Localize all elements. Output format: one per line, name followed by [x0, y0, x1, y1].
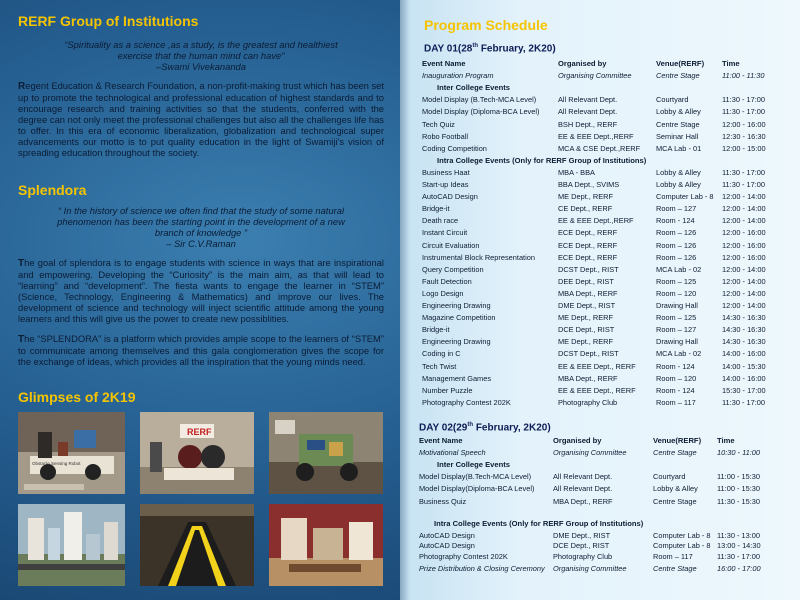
time-cell: 11:30 - 15:30: [717, 496, 761, 506]
event-name-cell: AutoCAD Design: [422, 192, 478, 202]
organiser-cell: MBA Dept., RERF: [558, 373, 618, 383]
event-name-cell: Instrumental Block Representation: [422, 252, 535, 262]
splendora-text: he “SPLENDORA” is a platform which provides ample scope to the learners of “STEM” to communicate among themselves and this gala conglomeration gives the scope for the exchange of ideas, which provides all the inspiration that the young minds need.: [18, 333, 384, 367]
organiser-cell: DCST Dept., RIST: [558, 349, 619, 359]
organiser-cell: Photography Club: [553, 551, 613, 561]
venue-cell: Computer Lab - 8: [653, 541, 711, 551]
event-name-cell: Bridge-it: [422, 204, 450, 214]
time-cell: 11:30 - 17:00: [717, 551, 761, 561]
time-cell: 10:30 - 11:00: [717, 448, 761, 458]
photo-rerf-robots: [140, 412, 254, 494]
table-row: [419, 447, 779, 459]
time-cell: 11:30 - 17:00: [722, 95, 766, 105]
organiser-cell: DME Dept., RIST: [553, 530, 611, 540]
event-name-cell: Model Display (B.Tech-MCA Level): [422, 95, 537, 105]
photo-gallery: [18, 412, 384, 586]
organiser-cell: BSH Dept., RERF: [558, 119, 618, 129]
table-row: [422, 361, 782, 373]
day2-heading-text: DAY 02(29: [419, 422, 468, 434]
organiser-cell: Organising Committee: [558, 71, 632, 81]
time-cell: 12:00 - 14:00: [722, 288, 766, 298]
venue-cell: Room – 125: [656, 313, 697, 323]
organiser-cell: DCE Dept., RIST: [558, 325, 615, 335]
raman-quote: [18, 205, 384, 249]
organiser-cell: Organising Committee: [553, 564, 627, 574]
time-cell: 14:00 - 15:30: [722, 361, 766, 371]
quote-line: branch of knowledge ”: [154, 227, 248, 238]
venue-cell: Courtyard: [653, 472, 686, 482]
event-name-cell: AutoCAD Design: [419, 530, 475, 540]
table-row: [422, 227, 782, 239]
organiser-cell: MBA Dept., RERF: [558, 288, 618, 298]
organiser-cell: BBA Dept., SVIMS: [558, 180, 620, 189]
day1-heading: [424, 43, 556, 54]
venue-cell: MCA Lab - 02: [656, 349, 702, 359]
venue-cell: Drawing Hall: [656, 301, 698, 310]
drop-cap: T: [18, 334, 25, 345]
event-name-cell: Death race: [422, 216, 459, 226]
quote-line: “Spirituality as a science ,as a study, is the greatest and healthiest: [64, 39, 338, 50]
event-name-cell: Number Puzzle: [422, 385, 473, 395]
event-name-cell: Bridge-it: [422, 325, 450, 335]
event-name-cell: AutoCAD Design: [419, 541, 475, 551]
venue-cell: Room – 120: [656, 373, 697, 383]
venue-cell: MCA Lab - 01: [656, 143, 702, 153]
event-name-cell: Model Display(B.Tech-MCA Level): [419, 472, 532, 482]
organiser-cell: ME Dept., RERF: [558, 192, 614, 202]
venue-cell: Room - 124: [656, 361, 695, 371]
event-name-cell: Fault Detection: [422, 276, 472, 286]
event-name-cell: Circuit Evaluation: [422, 240, 480, 250]
organiser-cell: ECE Dept., RERF: [558, 228, 618, 238]
photo-obstacle-robot: [18, 412, 125, 494]
event-name-cell: Prize Distribution & Closing Ceremony: [419, 564, 545, 574]
time-cell: 12:00 - 14:00: [722, 264, 766, 274]
venue-cell: Room - 124: [656, 385, 695, 395]
splendora-paragraph-2: [18, 333, 384, 367]
time-cell: 12:00 - 14:00: [722, 276, 766, 286]
photo-robo-track: [140, 504, 254, 586]
event-name-cell: Photography Contest 202K: [419, 551, 508, 561]
organiser-cell: DEE Dept., RIST: [558, 276, 614, 286]
organiser-cell: ME Dept., RERF: [558, 313, 614, 323]
table-row: [422, 385, 782, 397]
table-row: [422, 119, 782, 131]
organiser-cell: All Relevant Dept.: [553, 472, 613, 482]
venue-cell: Centre Stage: [656, 119, 700, 129]
organiser-cell: MBA - BBA: [558, 167, 595, 177]
table-row: [419, 471, 779, 483]
event-name-cell: Photography Contest 202K: [422, 397, 511, 407]
table-row: [422, 336, 782, 348]
rerf-paragraph: [18, 80, 384, 158]
organiser-cell: MBA Dept., RERF: [553, 496, 613, 506]
table-header-row: [422, 58, 782, 70]
venue-cell: Lobby & Alley: [653, 484, 698, 494]
table-row: [422, 348, 782, 360]
time-cell: 14:30 - 16:30: [722, 325, 766, 335]
photo-model-city: [18, 504, 125, 586]
time-cell: 14:30 - 16:30: [722, 337, 766, 347]
venue-cell: Room – 125: [656, 276, 697, 286]
day2-heading: [419, 422, 551, 433]
drop-cap: T: [18, 258, 25, 269]
venue-cell: Room – 126: [656, 252, 697, 262]
photo-caption: Obstacle Sensing Robot: [32, 461, 81, 466]
quote-author: –Swami Vivekananda: [156, 61, 246, 72]
event-name-cell: Model Display(Diploma-BCA Level): [419, 484, 535, 494]
event-name-cell: Management Games: [422, 373, 492, 383]
intra-college-subheading: Intra College Events (Only for RERF Group of Institutions): [437, 155, 647, 165]
splendora-text: he goal of splendora is to engage students with science in ways that are inspirational and empowering. Developing the “Curiosity” is the main aim, as that will lead to “learning” and “development”. The fiesta wants to engage the learner in “STEM” (Science, Technology, Engineering & Mathematics) and improve our lives. The development of science and technology will inject scientific attitude among the young learners and this will give us the power to create new possiblities.: [18, 257, 384, 324]
photo-circuit-robot: [269, 412, 383, 494]
event-name-cell: Magazine Competition: [422, 313, 496, 323]
event-name-cell: Logo Design: [422, 288, 464, 298]
day1-heading-date: February, 2K20): [478, 43, 556, 55]
time-cell: 15:30 - 17:00: [722, 385, 766, 395]
venue-cell: Room – 127: [656, 204, 697, 214]
venue-cell: Seminar Hall: [656, 131, 699, 141]
venue-cell: Centre Stage: [653, 564, 697, 574]
organiser-cell: MCA & CSE Dept.,RERF: [558, 143, 641, 153]
venue-cell: Centre Stage: [653, 496, 697, 506]
table-row: [422, 288, 782, 300]
event-name-cell: Coding Competition: [422, 143, 487, 153]
time-cell: 12:00 - 16:00: [722, 228, 766, 238]
time-cell: 12:30 - 16:30: [722, 131, 766, 141]
time-cell: 12:00 - 15:00: [722, 143, 766, 153]
organiser-cell: ECE Dept., RERF: [558, 240, 618, 250]
table-row: [419, 563, 779, 575]
event-name-cell: Instant Circuit: [422, 228, 468, 238]
organiser-cell: DCST Dept., RIST: [558, 264, 619, 274]
venue-cell: Room - 124: [656, 216, 695, 226]
venue-cell: Venue(RERF): [653, 436, 702, 445]
time-cell: 11:30 - 17:00: [722, 167, 766, 177]
table-row: [422, 143, 782, 155]
venue-cell: Courtyard: [656, 95, 689, 105]
time-cell: 11:30 - 17:00: [722, 107, 766, 117]
time-cell: 14:00 - 16:00: [722, 349, 766, 359]
event-name-cell: Business Quiz: [419, 496, 467, 506]
photo-exhibit-model: [269, 504, 383, 586]
glimpses-title: Glimpses of 2K19: [18, 389, 136, 405]
table-row: [422, 300, 782, 312]
rerf-title: RERF Group of Institutions: [18, 13, 199, 29]
schedule-title: Program Schedule: [424, 17, 548, 33]
event-name-cell: Motivational Speech: [419, 448, 486, 458]
organiser-cell: All Relevant Dept.: [553, 484, 613, 494]
event-name-cell: Robo Football: [422, 131, 469, 141]
day2-heading-sup: th: [467, 422, 474, 428]
table-row: [422, 106, 782, 118]
time-cell: 12:00 - 14:00: [722, 301, 766, 310]
day1-heading-sup: th: [472, 43, 479, 49]
organiser-cell: All Relevant Dept.: [558, 107, 618, 117]
venue-cell: Lobby & Alley: [656, 180, 701, 189]
splendora-paragraph-1: [18, 257, 384, 324]
table-row: [422, 70, 782, 82]
splendora-title: Splendora: [18, 182, 87, 198]
inter-college-subheading: Inter College Events: [437, 460, 511, 470]
venue-cell: Centre Stage: [656, 71, 700, 81]
time-cell: 13:00 - 14:30: [717, 541, 761, 551]
table-row: [422, 215, 782, 227]
vivekananda-quote: [18, 39, 384, 72]
time-cell: 11:30 - 17:00: [722, 397, 766, 407]
quote-author: – Sir C.V.Raman: [166, 238, 236, 249]
table-row: [419, 483, 779, 495]
venue-cell: Room – 127: [656, 325, 697, 335]
event-name-cell: Engineering Drawing: [422, 301, 491, 310]
table-row: [419, 496, 779, 508]
event-name-cell: Tech Twist: [422, 361, 457, 371]
venue-cell: Centre Stage: [653, 448, 697, 458]
organiser-cell: CE Dept., RERF: [558, 204, 613, 214]
venue-cell: Drawing Hall: [656, 337, 698, 347]
table-row: [422, 191, 782, 203]
event-name-cell: Query Competition: [422, 264, 484, 274]
organiser-cell: EE & EEE Dept.,RERF: [558, 131, 634, 141]
organiser-cell: All Relevant Dept.: [558, 95, 618, 105]
table-row: [422, 276, 782, 288]
event-name-cell: Business Haat: [422, 167, 470, 177]
venue-cell: Room – 117: [656, 397, 696, 407]
table-row: [422, 264, 782, 276]
time-cell: 12:00 - 16:00: [722, 119, 766, 129]
photo-caption: RERF: [187, 427, 212, 437]
organiser-cell: EE & EEE Dept.,RERF: [558, 216, 634, 226]
organiser-cell: EE & EEE Dept., RERF: [558, 385, 636, 395]
day1-heading-text: DAY 01(28: [424, 43, 473, 55]
organiser-cell: Organised by: [558, 59, 607, 68]
organiser-cell: DCE Dept., RIST: [553, 541, 610, 551]
event-name-cell: Model Display (Diploma-BCA Level): [422, 107, 540, 117]
table-row: [422, 203, 782, 215]
table-row: [422, 312, 782, 324]
organiser-cell: Organised by: [553, 436, 602, 445]
event-name-cell: Inauguration Program: [422, 71, 494, 81]
organiser-cell: Photography Club: [558, 397, 618, 407]
event-name-cell: Tech Quiz: [422, 119, 455, 129]
drop-cap: R: [18, 81, 26, 92]
event-name-cell: Event Name: [422, 59, 466, 68]
rerf-text: egent Education & Research Foundation, a non-profit-making trust which has been set up to promote the technological and professional education of highest standards and to encourage research and training activities so that the students, conferred with the degree can not only meet the professional challenges but also all the challenges life has to offer. In this era of economic liberalization, globalization and technological super advancements our motto is to put quality education in the light of Swamiji’s vision of spreading education throughout the society.: [18, 80, 384, 158]
quote-line: exercise that the human mind can have”: [117, 50, 285, 61]
venue-cell: Room – 126: [656, 228, 697, 238]
time-cell: Time: [717, 436, 735, 445]
day2-heading-date: February, 2K20): [473, 422, 551, 434]
table-row: [422, 324, 782, 336]
quote-line: “ In the history of science we often find that the study of some natural: [57, 205, 345, 216]
time-cell: Time: [722, 59, 740, 68]
time-cell: 14:00 - 16:00: [722, 373, 766, 383]
inter-college-subheading: Inter College Events: [437, 83, 511, 93]
venue-cell: Computer Lab - 8: [656, 192, 714, 202]
time-cell: 12:00 - 16:00: [722, 252, 766, 262]
time-cell: 16:00 - 17:00: [717, 564, 761, 574]
table-row: [422, 94, 782, 106]
table-header-row: [419, 435, 779, 447]
venue-cell: Lobby & Alley: [656, 167, 701, 177]
event-name-cell: Engineering Drawing: [422, 337, 491, 347]
time-cell: 14:30 - 16:30: [722, 313, 766, 323]
table-row: [422, 397, 782, 409]
time-cell: 12:00 - 14:00: [722, 192, 766, 202]
organiser-cell: EE & EEE Dept., RERF: [558, 361, 636, 371]
organiser-cell: ECE Dept., RERF: [558, 252, 618, 262]
time-cell: 11:30 - 17:00: [722, 180, 766, 189]
time-cell: 12:00 - 14:00: [722, 204, 766, 214]
venue-cell: Lobby & Alley: [656, 107, 701, 117]
venue-cell: Room – 120: [656, 288, 697, 298]
table-row: [422, 179, 782, 191]
intra-college-subheading: Intra College Events (Only for RERF Group of Institutions): [434, 518, 644, 528]
table-row: [422, 252, 782, 264]
time-cell: 12:00 - 16:00: [722, 240, 766, 250]
venue-cell: Venue(RERF): [656, 59, 705, 68]
time-cell: 11:00 - 15:30: [717, 472, 761, 482]
time-cell: 12:00 - 14:00: [722, 216, 766, 226]
time-cell: 11:30 - 13:00: [717, 530, 761, 540]
table-row: [419, 551, 779, 563]
venue-cell: Room – 126: [656, 240, 697, 250]
table-row: [422, 373, 782, 385]
organiser-cell: ME Dept., RERF: [558, 337, 614, 347]
venue-cell: MCA Lab - 02: [656, 264, 702, 274]
quote-line: phenomenon has been the starting point in the development of a new: [57, 216, 345, 227]
organiser-cell: Organising Committee: [553, 448, 627, 458]
time-cell: 11:00 - 11:30: [722, 71, 765, 81]
event-name-cell: Start-up Ideas: [422, 180, 469, 189]
event-name-cell: Coding in C: [422, 349, 461, 359]
table-row: [422, 240, 782, 252]
event-name-cell: Event Name: [419, 436, 463, 445]
table-row: [422, 167, 782, 179]
organiser-cell: DME Dept., RIST: [558, 301, 616, 310]
table-row: [422, 131, 782, 143]
venue-cell: Computer Lab - 8: [653, 530, 711, 540]
time-cell: 11:00 - 15:30: [717, 484, 761, 494]
venue-cell: Room – 117: [653, 551, 693, 561]
